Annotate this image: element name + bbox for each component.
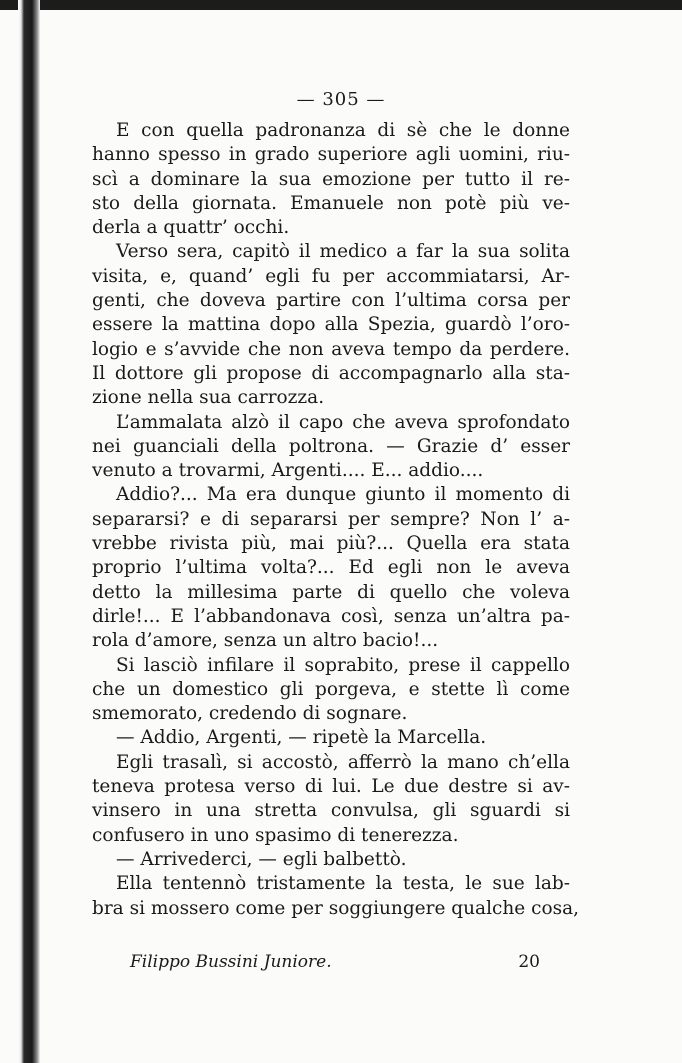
text-line: Egli trasalì, si accostò, afferrò la mano ch’ella	[116, 751, 570, 773]
text-line: E con quella padronanza di sè che le donne	[116, 120, 570, 141]
book-spine-gutter	[18, 0, 40, 1063]
text-line: Verso sera, capitò il medico a far la sua solita	[116, 241, 570, 263]
text-line: scì a dominare la sua emozione per tutto il re-	[92, 168, 570, 190]
text-line: bra si mossero come per soggiungere qualche cosa,	[92, 897, 579, 919]
text-line: vrebbe rivista più, mai più?... Quella era stata	[92, 533, 570, 555]
text-line: rola d’amore, senza un altro bacio!...	[92, 630, 439, 652]
page-top-edge	[0, 0, 682, 10]
text-line: zione nella sua carrozza.	[92, 387, 325, 409]
text-line: proprio l’ultima volta?... Ed egli non le aveva	[92, 557, 570, 579]
text-line: dirle!... E l’abbandonava così, senza un’altra pa-	[92, 605, 570, 627]
text-line: Si lasciò infilare il soprabito, prese il cappello	[116, 654, 570, 676]
text-line: sto della giornata. Emanuele non potè più ve-	[92, 192, 570, 214]
text-line: separarsi? e di separarsi per sempre? Non l’ a-	[92, 508, 570, 530]
page-number: — 305 —	[296, 89, 386, 110]
text-line: nei guanciali della poltrona. — Grazie d’ esser	[92, 435, 570, 457]
page-footer	[130, 952, 540, 976]
text-line: — Arrivederci, — egli balbettò.	[116, 848, 407, 870]
text-line: hanno spesso in grado superiore agli uomini, riu-	[92, 144, 570, 166]
text-line: L’ammalata alzò il capo che aveva sprofondato	[116, 411, 570, 433]
text-line: — Addio, Argenti, — ripetè la Marcella.	[116, 727, 487, 749]
text-line: visita, e, quand’ egli fu per accommiatarsi, Ar-	[92, 265, 570, 287]
text-line: venuto a trovarmi, Argenti.... E... addio....	[92, 460, 484, 482]
text-line: teneva protesa verso di lui. Le due destre si av-	[92, 776, 570, 798]
text-line: derla a quattr’ occhi.	[92, 217, 290, 239]
signature-mark: 20	[518, 952, 540, 972]
text-line: che un domestico gli porgeva, e stette lì come	[92, 678, 570, 700]
text-line: Addio?... Ma era dunque giunto il momento di	[116, 484, 570, 506]
text-line: Ella tentennò tristamente la testa, le sue lab-	[116, 873, 570, 895]
text-line: Il dottore gli propose di accompagnarlo alla sta-	[92, 362, 570, 384]
text-line: detto la millesima parte di quello che voleva	[92, 581, 570, 603]
text-line: confusero in uno spasimo di tenerezza.	[92, 824, 459, 846]
text-line: essere la mattina dopo alla Spezia, guardò l’oro-	[92, 314, 570, 336]
text-line: logio e s’avvide che non aveva tempo da perdere.	[92, 338, 570, 360]
text-line: genti, che doveva partire con l’ultima corsa per	[92, 290, 570, 312]
text-line: vinsero in una stretta convulsa, gli sguardi si	[92, 800, 570, 822]
body-text	[92, 119, 579, 921]
text-line: smemorato, credendo di sognare.	[92, 703, 408, 725]
footer-author: Filippo Bussini Juniore.	[130, 952, 332, 972]
